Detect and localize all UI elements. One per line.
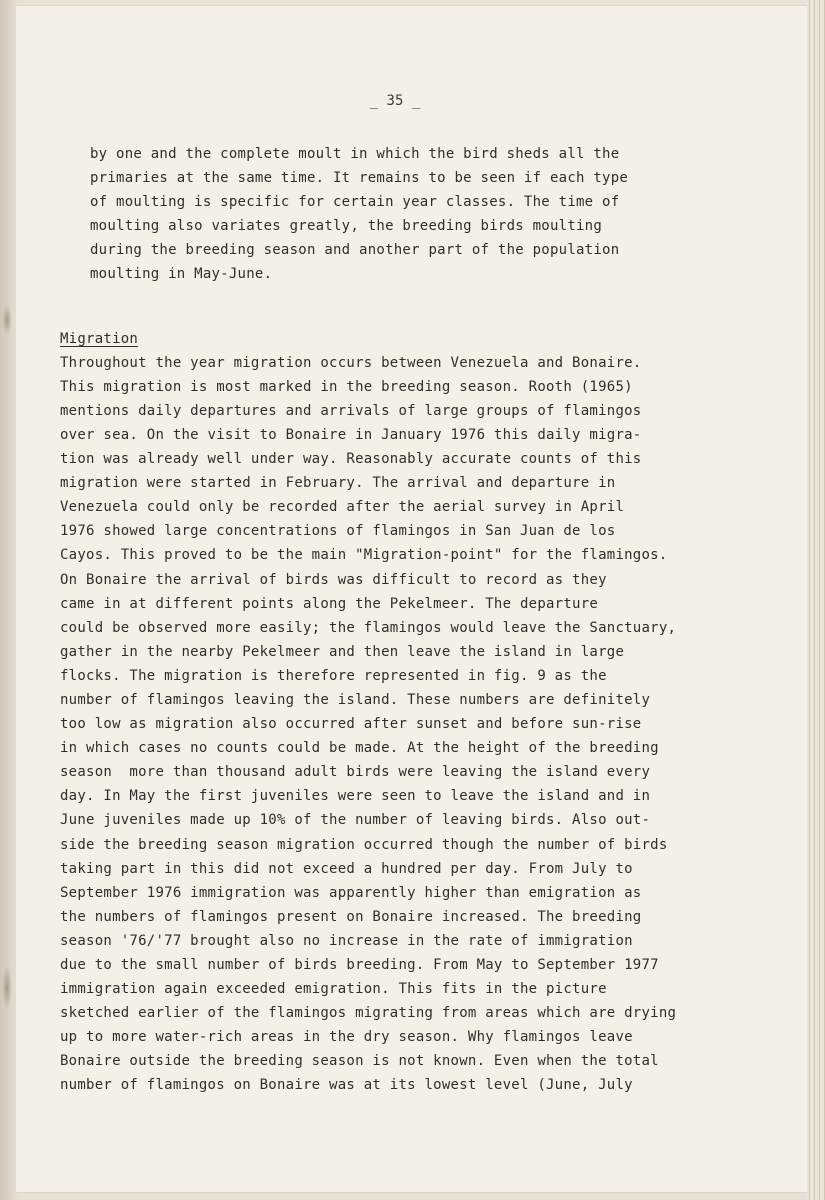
text-line: of moulting is specific for certain year classes. The time of (90, 194, 620, 211)
text-line: Bonaire outside the breeding season is not known. Even when the total (60, 1053, 659, 1070)
text-line: day. In May the first juveniles were seen to leave the island and in (60, 788, 651, 805)
binding-mark (2, 965, 12, 1010)
text-line: season more than thousand adult birds were leaving the island every (60, 764, 651, 781)
text-line: due to the small number of birds breeding. From May to September 1977 (60, 957, 659, 973)
text-line: over sea. On the visit to Bonaire in January 1976 this daily migra- (60, 426, 642, 443)
text-line: September 1976 immigration was apparently higher than emigration as (60, 884, 642, 901)
text-line: season '76/'77 brought also no increase in the rate of immigration (60, 932, 633, 949)
text-line: migration were started in February. The arrival and departure in (60, 475, 616, 492)
text-line: tion was already well under way. Reasonably accurate counts of this (60, 451, 642, 468)
text-line: side the breeding season migration occurred though the number of birds (60, 836, 668, 853)
text-line: could be observed more easily; the flamingos would leave the Sanctuary, (60, 619, 677, 636)
text-line: the numbers of flamingos present on Bonaire increased. The breeding (60, 908, 642, 925)
text-line: moulting in May-June. (90, 266, 273, 283)
page-number: _ 35 _ (369, 93, 421, 109)
text-line: number of flamingos on Bonaire was at its lowest level (June, July (60, 1077, 633, 1094)
text-line: Throughout the year migration occurs between Venezuela and Bonaire. (60, 354, 642, 371)
text-line: sketched earlier of the flamingos migrating from areas which are drying (60, 1005, 677, 1022)
text-line: came in at different points along the Pekelmeer. The departure (60, 595, 599, 612)
text-line: number of flamingos leaving the island. These numbers are definitely (60, 691, 651, 708)
text-line: primaries at the same time. It remains to be seen if each type (90, 170, 629, 187)
text-line: flocks. The migration is therefore represented in fig. 9 as the (60, 667, 607, 684)
text-line: June juveniles made up 10% of the number of leaving birds. Also out- (60, 812, 651, 829)
continued-paragraph (60, 142, 760, 287)
text-line: up to more water-rich areas in the dry season. Why flamingos leave (60, 1029, 633, 1046)
text-line: too low as migration also occurred after sunset and before sun-rise (60, 716, 642, 733)
text-line: immigration again exceeded emigration. This fits in the picture (60, 981, 607, 998)
body-text (60, 142, 760, 1098)
text-line: On Bonaire the arrival of birds was difficult to record as they (60, 571, 607, 588)
text-line: gather in the nearby Pekelmeer and then leave the island in large (60, 643, 625, 660)
binding-mark (2, 305, 12, 335)
text-line: This migration is most marked in the breeding season. Rooth (1965) (60, 378, 633, 395)
text-line: 1976 showed large concentrations of flamingos in San Juan de los (60, 523, 616, 540)
text-line: by one and the complete moult in which the bird sheds all the (90, 146, 620, 162)
section-heading: Migration (60, 330, 139, 347)
text-line: Venezuela could only be recorded after the aerial survey in April (60, 499, 625, 516)
page-edges (807, 0, 825, 1200)
text-line: taking part in this did not exceed a hundred per day. From July to (60, 860, 633, 877)
text-line: during the breeding season and another part of the population (90, 242, 620, 259)
text-line: Cayos. This proved to be the main "Migration-point" for the flamingos. (60, 547, 668, 564)
migration-paragraph (60, 351, 760, 1098)
text-line: moulting also variates greatly, the breeding birds moulting (90, 218, 603, 235)
text-line: mentions daily departures and arrivals of large groups of flamingos (60, 402, 642, 419)
text-line: in which cases no counts could be made. At the height of the breeding (60, 740, 659, 757)
